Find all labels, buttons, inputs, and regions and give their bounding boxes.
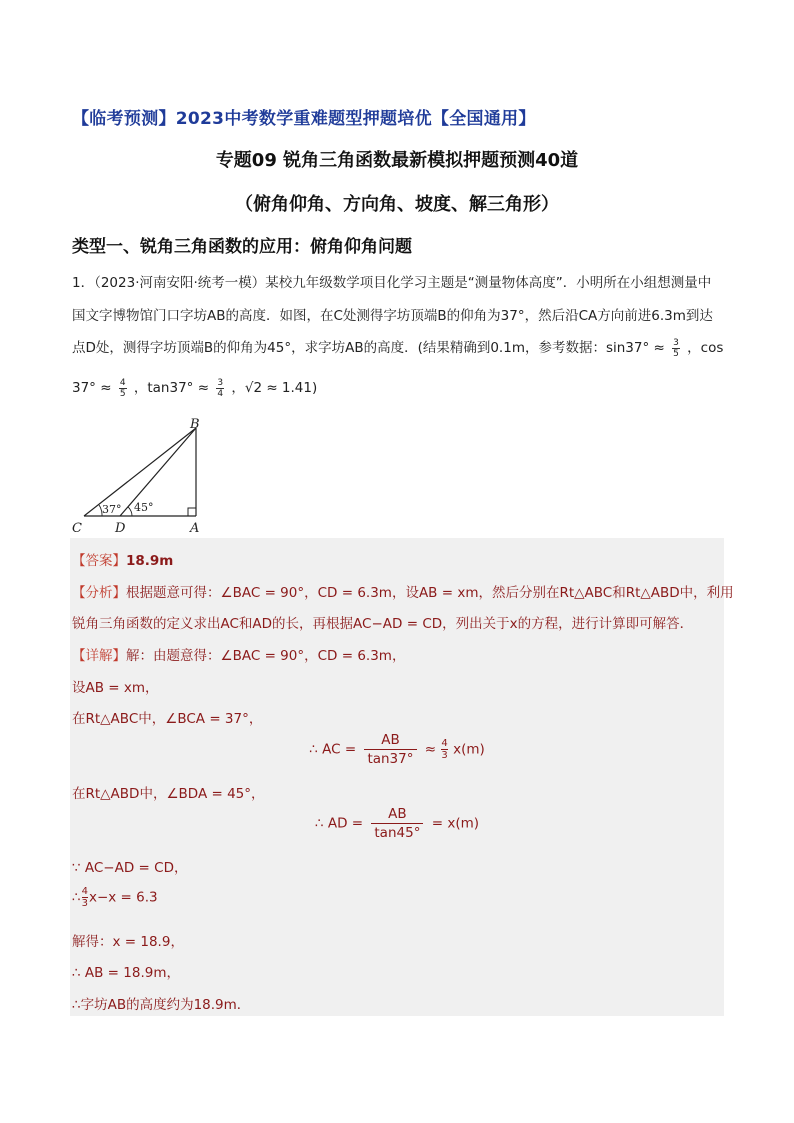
fraction-ab-over-tan45 (371, 805, 423, 842)
answer-tag: 【答案】 (72, 553, 126, 569)
angle-label-45: 45° (134, 501, 154, 514)
fraction-denominator: tan37° (367, 751, 414, 767)
fraction-denominator: 5 (673, 348, 679, 359)
fraction-numerator: AB (371, 805, 423, 824)
analysis-text-1: 根据题意可得：∠BAC = 90°，CD = 6.3m，设AB = xm，然后分别在Rt△ABC和Rt△ABD中，利用 (126, 585, 734, 601)
fraction-four-fifths (119, 378, 127, 399)
question-line-4-text: 37° ≈ (72, 380, 112, 396)
question-line-4 (72, 376, 317, 399)
angle-label-37: 37° (102, 503, 122, 516)
step-triangle-abc: 在Rt△ABC中，∠BCA = 37°， (72, 711, 263, 727)
equation-ac (0, 731, 794, 768)
fraction-denominator: 4 (217, 388, 224, 399)
fraction-ab-over-tan37 (364, 731, 416, 768)
answer-line (72, 549, 173, 569)
question-line-3-tail: ，cos (687, 340, 724, 356)
approx-sign: ≈ (424, 741, 437, 758)
label-b: B (190, 417, 200, 432)
question-line-1: 1．（2023·河南安阳·统考一模）某校九年级数学项目化学习主题是“测量物体高度”．小明所在小组想测量中 (72, 275, 712, 291)
equation-ad-right: = x(m) (431, 815, 480, 832)
label-a: A (190, 521, 200, 536)
fraction-four-thirds (82, 886, 88, 909)
question-line-2: 国文字博物馆门口字坊AB的高度．如图，在C处测得字坊顶端B的仰角为37°，然后沿CA方向前进6.3m到达 (72, 308, 713, 324)
fraction-numerator: 4 (81, 886, 88, 897)
detail-line-1 (72, 644, 405, 664)
step-equation-rest: x−x = 6.3 (88, 889, 158, 906)
step-let-ab: 设AB = xm， (72, 680, 159, 696)
step-conclusion: ∴字坊AB的高度约为18.9m． (72, 997, 251, 1013)
angle-arc-d (128, 507, 132, 516)
equation-ad (0, 805, 794, 842)
equation-ad-left: ∴ AD = (314, 815, 364, 832)
question-line-4-tail: ，√2 ≈ 1.41) (231, 380, 318, 396)
fraction-numerator: AB (364, 731, 416, 750)
fraction-denominator: 3 (441, 750, 448, 761)
line-db (120, 428, 196, 516)
fraction-three-fifths (672, 338, 680, 359)
answer-value: 18.9m (126, 553, 174, 569)
step-because: ∵ AC−AD = CD， (72, 860, 188, 876)
fraction-denominator: 5 (119, 388, 126, 399)
fraction-three-quarters (216, 378, 224, 399)
equation-ac-right: x(m) (453, 741, 485, 758)
step-triangle-abd: 在Rt△ABD中，∠BDA = 45°， (72, 786, 265, 802)
question-line-3 (72, 336, 723, 359)
section-heading: 类型一、锐角三角函数的应用：俯角仰角问题 (72, 237, 412, 257)
fraction-denominator: tan45° (374, 825, 421, 841)
banner-title: 【临考预测】2023中考数学重难题型押题培优【全国通用】 (72, 109, 536, 129)
triangle-diagram (66, 414, 216, 538)
analysis-line-1 (72, 581, 734, 601)
fraction-numerator: 3 (673, 337, 679, 348)
step-solve: 解得：x = 18.9， (72, 934, 184, 950)
analysis-line-2: 锐角三角函数的定义求出AC和AD的长，再根据AC−AD = CD，列出关于x的方程，进行计算即可解答． (72, 616, 694, 632)
detail-text-1: 解：由题意得：∠BAC = 90°，CD = 6.3m， (126, 648, 406, 664)
detail-tag: 【详解】 (72, 648, 126, 664)
fraction-numerator: 3 (217, 377, 224, 388)
equation-ac-left: ∴ AC = (309, 741, 357, 758)
label-d: D (115, 521, 126, 536)
fraction-denominator: 3 (81, 898, 88, 909)
step-equation (72, 886, 158, 909)
step-ab-value: ∴ AB = 18.9m， (72, 965, 180, 981)
topic-subtitle: （俯角仰角、方向角、坡度、解三角形） (235, 194, 559, 215)
label-c: C (72, 521, 82, 536)
question-line-3-text: 点D处，测得字坊顶端B的仰角为45°，求字坊AB的高度．(结果精确到0.1m，参考数据：sin37° ≈ (72, 340, 665, 356)
fraction-numerator: 4 (441, 738, 448, 749)
fraction-numerator: 4 (119, 377, 126, 388)
fraction-four-thirds (441, 738, 447, 761)
right-angle-mark (188, 508, 196, 516)
question-line-4-mid: ，tan37° ≈ (133, 380, 210, 396)
analysis-tag: 【分析】 (72, 585, 126, 601)
therefore-sign: ∴ (72, 889, 81, 906)
topic-title: 专题09 锐角三角函数最新模拟押题预测40道 (215, 150, 579, 171)
